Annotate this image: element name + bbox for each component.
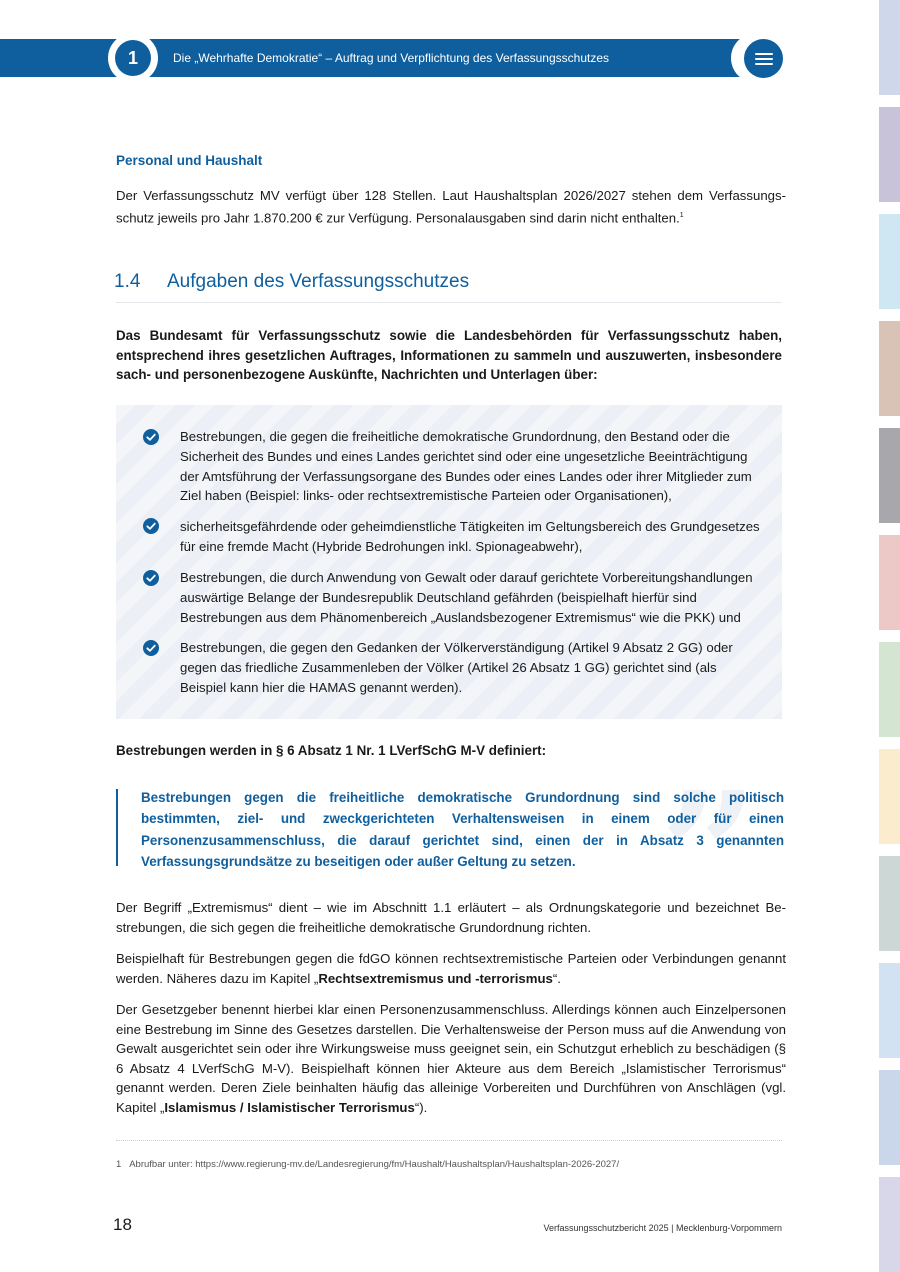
footnote-ref[interactable]: 1 [679, 211, 684, 219]
list-item: Bestrebungen, die gegen die freiheitliche demokratische Grundordnung, den Bestand oder die Sicherheit des Bundes und eines Landes gerichtet sind oder eine ungesetzliche Beeinträchtigung der Amtsführung der Verfassungsorgane des Bundes oder eines Landes oder ihrer Mitglieder zum Ziel haben (Beispiel: links- oder rechtsextremistische Parteien oder Organisationen), [180, 429, 752, 504]
hamburger-menu-icon-line[interactable] [755, 58, 773, 60]
chapter-link-rechtsextremismus[interactable]: Rechtsextremismus und -terrorismus [318, 970, 553, 986]
section-divider [116, 302, 782, 303]
section-number: 1.4 [114, 271, 141, 292]
definition-quote: Bestrebungen gegen die freiheitliche demokratische Grundordnung sind solche politisch bestimmten, ziel- und zweckgerichteten Verhaltensweisen in einem oder für einen Personenzusammenschluss, die darauf gerichtet sind, einen der in Absatz 3 genannten Verfassungsgrundsätze zu beseitigen oder außer Geltung zu setzen. [141, 790, 784, 869]
side-tab-9[interactable] [879, 856, 900, 951]
check-circle-icon [143, 570, 159, 586]
paragraph-fdgo-end: “. [552, 970, 561, 986]
list-item: Bestrebungen, die gegen den Gedanken der Völkerverständigung (Artikel 9 Absatz 2 GG) oder gegen das friedliche Zusammenleben der Völker (Artikel 26 Absatz 1 GG) gerichtet sind (als Beispiel kann hier die HAMAS genannt werden). [180, 640, 733, 695]
paragraph-einzelpersonen-end: “). [414, 1099, 428, 1115]
side-tab-3[interactable] [879, 214, 900, 309]
paragraph-fdgo-text: Beispielhaft für Bestrebungen gegen die fdGO können rechtsextremistische Parteien oder Verbindungen genannt werden. Näheres dazu im Kapitel „ [116, 951, 786, 986]
section-intro: Das Bundesamt für Verfassungsschutz sowie die Landesbehörden für Verfassungsschutz haben, entsprechend ihres gesetzlichen Auftrages, Informationen zu sammeln und auszuwerten, insbesondere sach- und personenbezogene Auskünfte, Nachrichten und Unterlagen über: [116, 328, 782, 382]
chapter-title: Die „Wehrhafte Demokratie“ – Auftrag und Verpflichtung des Verfassungsschutzes [173, 51, 610, 65]
chapter-number-badge: 1 [115, 40, 151, 76]
side-tab-8[interactable] [879, 749, 900, 844]
side-tab-6[interactable] [879, 535, 900, 630]
chapter-link-islamismus[interactable]: Islamismus / Islamistischer Terrorismus [164, 1099, 415, 1115]
side-tab-7[interactable] [879, 642, 900, 737]
hamburger-menu-icon-line[interactable] [755, 63, 773, 65]
check-circle-icon [143, 429, 159, 445]
page-number: 18 [113, 1215, 132, 1234]
quote-accent-bar [116, 789, 118, 866]
side-tab-12[interactable] [879, 1177, 900, 1272]
paragraph-fdgo [116, 949, 786, 988]
subheading-personal: Personal und Haushalt [116, 153, 263, 168]
side-tab-2[interactable] [879, 107, 900, 202]
side-tab-10[interactable] [879, 963, 900, 1058]
paragraph-personal-text: Der Verfassungsschutz MV verfügt über 128 Stellen. Laut Haushaltsplan 2026/2027 stehen dem Verfassungsschutz jeweils pro Jahr 1.870.200 € zur Verfügung. Personalausgaben sind darin nicht enthalten. [116, 188, 786, 225]
paragraph-personal [116, 186, 786, 227]
paragraph-einzelpersonen [116, 1000, 786, 1117]
list-item: Bestrebungen, die durch Anwendung von Gewalt oder darauf gerichtete Vorbereitungshandlungen auswärtige Belange der Bundesrepublik Deutschland gefährden (beispielhaft hierfür sind Bestrebungen aus dem Phänomenbereich „Auslandsbezogener Extremismus“ wie die PKK) und [180, 570, 753, 625]
definition-label: Bestrebungen werden in § 6 Absatz 1 Nr. 1 LVerfSchG M-V definiert: [116, 743, 547, 758]
paragraph-einzelpersonen-text: Der Gesetzgeber benennt hierbei klar einen Personenzusammenschluss. Allerdings können auch Einzelpersonen eine Bestrebung im Sinne des Gesetzes darstellen. Die Verhaltensweise der Person muss auf die Anwendung von Gewalt ausgerichtet sein oder ihre Wirkungsweise muss geeignet sein, ein Schutzgut erheblich zu beschädigen (§ 6 Absatz 4 LVerfSchG M-V). Beispielhaft können hier Akteure aus dem Bereich „Islamistischer Terrorismus“ genannt werden. Deren Ziele beinhalten häufig das alleinige Vorbereiten und Durchführen von Anschlägen (vgl. Kapitel „ [116, 1002, 786, 1115]
side-tab-5[interactable] [879, 428, 900, 523]
side-tab-1[interactable] [879, 0, 900, 95]
footnote-number: 1 [116, 1159, 122, 1170]
check-circle-icon [143, 518, 159, 534]
footnote [116, 1159, 619, 1170]
footer-publication: Verfassungsschutzbericht 2025 | Mecklenburg-Vorpommern [543, 1223, 782, 1233]
side-tab-4[interactable] [879, 321, 900, 416]
quote-mark-icon: ” [660, 755, 758, 955]
side-tab-11[interactable] [879, 1070, 900, 1165]
footnote-divider [116, 1140, 782, 1141]
check-circle-icon [143, 640, 159, 656]
list-item: sicherheitsgefährdende oder geheimdienstliche Tätigkeiten im Geltungsbereich des Grundgesetzes für eine fremde Macht (Hybride Bedrohungen inkl. Spionageabwehr), [180, 519, 760, 554]
section-title: Aufgaben des Verfassungsschutzes [167, 271, 470, 292]
hamburger-menu-icon[interactable] [755, 53, 773, 55]
paragraph-extremismus: Der Begriff „Extremismus“ dient – wie im Abschnitt 1.1 erläutert – als Ordnungskategorie und bezeichnet Bestrebungen, die sich gegen die freiheitliche demokratische Grundordnung richten. [116, 900, 786, 935]
footnote-link[interactable]: Abrufbar unter: https://www.regierung-mv.de/Landesregierung/fm/Haushalt/Haushaltsplan/Haushaltsplan-2026-2027/ [129, 1159, 620, 1170]
